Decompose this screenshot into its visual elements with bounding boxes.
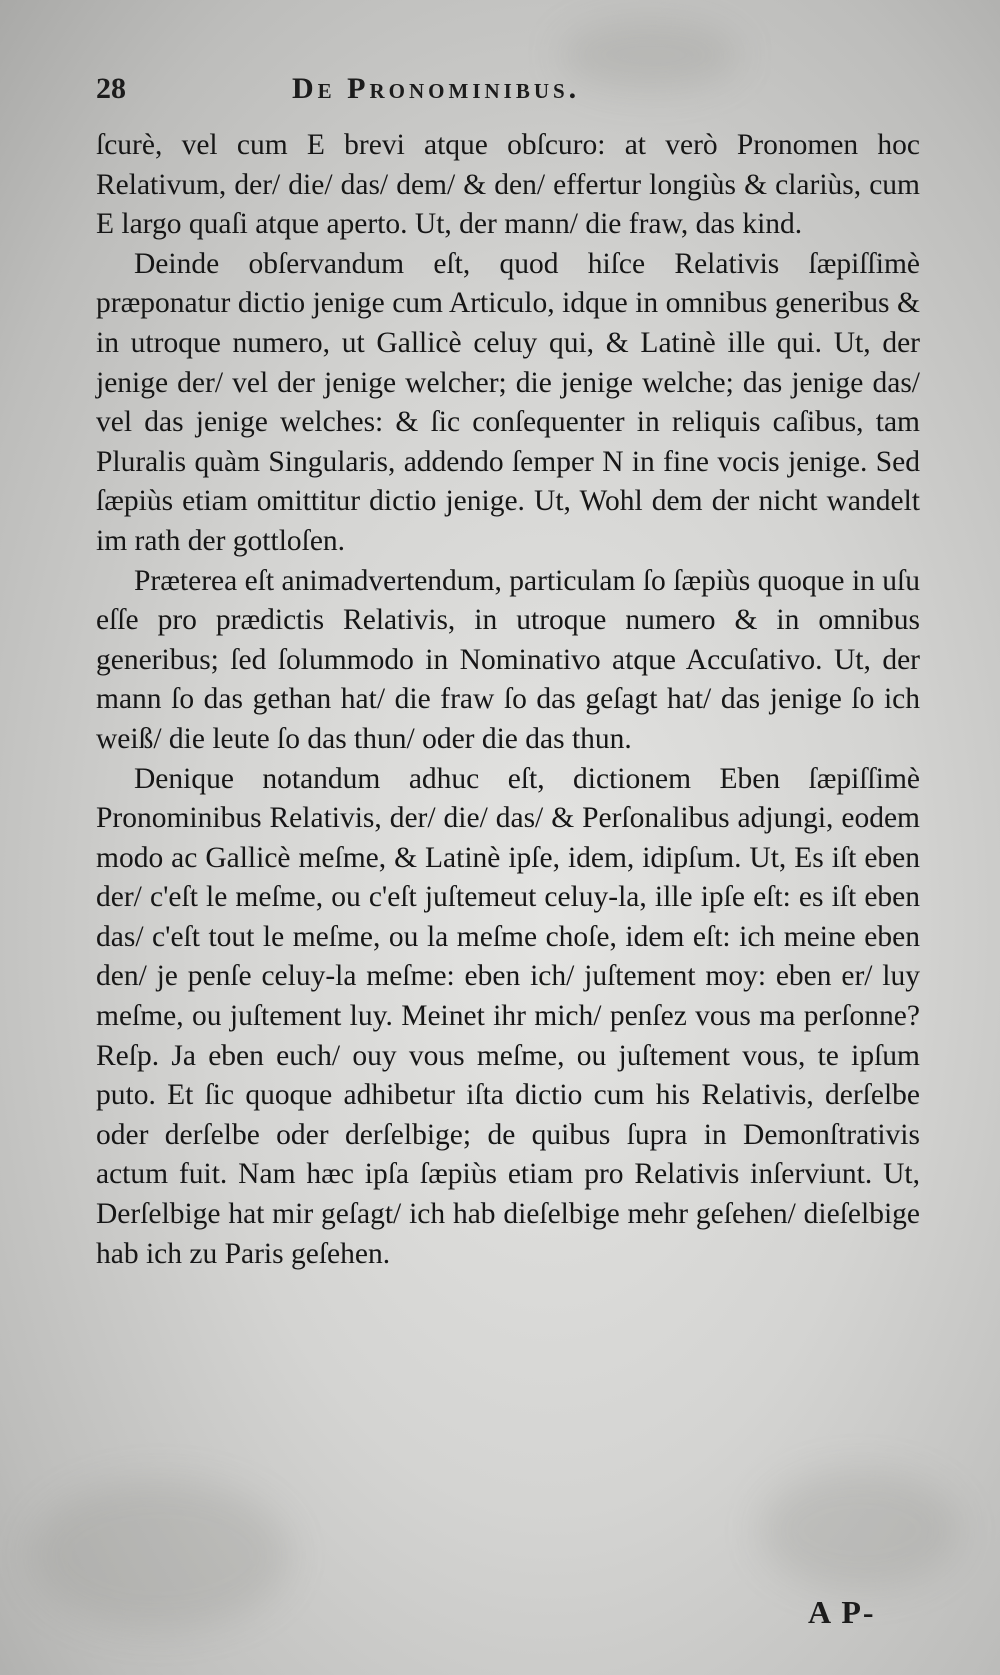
catchword: A P- xyxy=(808,1594,876,1630)
paragraph: Deinde obſervandum eſt, quod hiſce Relativis ſæpiſſimè præponatur dictio jenige cum Articulo, idque in omnibus generibus & in utroque numero, ut Gallicè celuy qui, & Latinè ille qui. Ut, der jenige der/ vel der jenige welcher; die jenige welche; das jenige das/ vel das jenige welches: & ſic conſequenter in reliquis caſibus, tam Pluralis quàm Singularis, addendo ſemper N in fine vocis jenige. Sed ſæpiùs etiam omittitur dictio jenige. Ut, Wohl dem der nicht wandelt im rath der gottloſen. xyxy=(96,247,920,557)
page-number: 28 xyxy=(96,72,126,105)
body-text xyxy=(96,126,920,1274)
page-stain xyxy=(760,1470,960,1590)
running-title: De Pronominibus. xyxy=(292,72,581,105)
paragraph: ſcurè, vel cum E brevi atque obſcuro: at verò Pronomen hoc Relativum, der/ die/ das/ dem/ & den/ effertur longiùs & clariùs, cum E largo quaſi atque aperto. Ut, der mann/ die fraw, das kind. xyxy=(96,129,920,241)
paragraph: Præterea eſt animadvertendum, particulam ſo ſæpiùs quoque in uſu eſſe pro prædictis Relativis, in utroque numero & in omnibus generibus; ſed ſolummodo in Nominativo atque Accuſativo. Ut, der mann ſo das gethan hat/ die fraw ſo das geſagt hat/ das jenige ſo ich weiß/ die leute ſo das thun/ oder die das thun. xyxy=(96,564,920,755)
page-stain xyxy=(30,1480,290,1630)
running-head xyxy=(96,66,916,116)
paragraph: Denique notandum adhuc eſt, dictionem Eben ſæpiſſimè Pronominibus Relativis, der/ die/ das/ & Perſonalibus adjungi, eodem modo ac Gallicè meſme, & Latinè ipſe, idem, idipſum. Ut, Es iſt eben der/ c'eſt le meſme, ou c'eſt juſtemeut celuy-la, ille ipſe eſt: es iſt eben das/ c'eſt tout le meſme, ou la meſme choſe, idem eſt: ich meine eben den/ je penſe celuy-la meſme: eben ich/ juſtement moy: eben er/ luy meſme, ou juſtement luy. Meinet ihr mich/ penſez vous ma perſonne? Reſp. Ja eben euch/ ouy vous meſme, ou juſtement vous, te ipſum puto. Et ſic quoque adhibetur iſta dictio cum his Relativis, derſelbe oder derſelbe oder derſelbige; de quibus ſupra in Demonſtrativis actum fuit. Nam hæc ipſa ſæpiùs etiam pro Relativis inſerviunt. Ut, Derſelbige hat mir geſagt/ ich hab dieſelbige mehr geſehen/ dieſelbige hab ich zu Paris geſehen. xyxy=(96,762,920,1270)
